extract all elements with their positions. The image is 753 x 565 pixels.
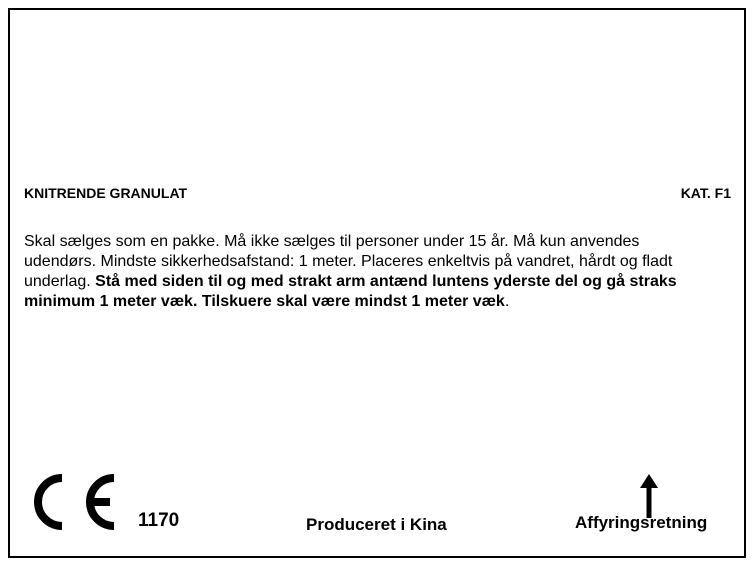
- warning-text: [24, 232, 714, 312]
- category-code: KAT. F1: [680, 185, 731, 201]
- product-name: KNITRENDE GRANULAT: [24, 185, 188, 201]
- warning-regular: Skal sælges som en pakke. Må ikke sælges til personer under 15 år. Må kun anvendes udendørs. Mindste sikkerhedsafstand: 1 meter. Placeres enkeltvis på vandret, hårdt og fladt underlag.: [24, 233, 673, 290]
- ce-mark-icon: [30, 470, 118, 534]
- origin-text: Produceret i Kina: [306, 515, 447, 534]
- warning-bold: Stå med siden til og med strakt arm antænd luntens yderste del og gå straks minimum 1 meter væk. Tilskuere skal være mindst 1 meter væk: [24, 273, 677, 310]
- firing-direction-label: Affyringsretning: [575, 513, 708, 532]
- arrow-up-icon: [638, 474, 660, 518]
- warning-end: .: [504, 293, 510, 310]
- certification-number: 1170: [138, 510, 180, 531]
